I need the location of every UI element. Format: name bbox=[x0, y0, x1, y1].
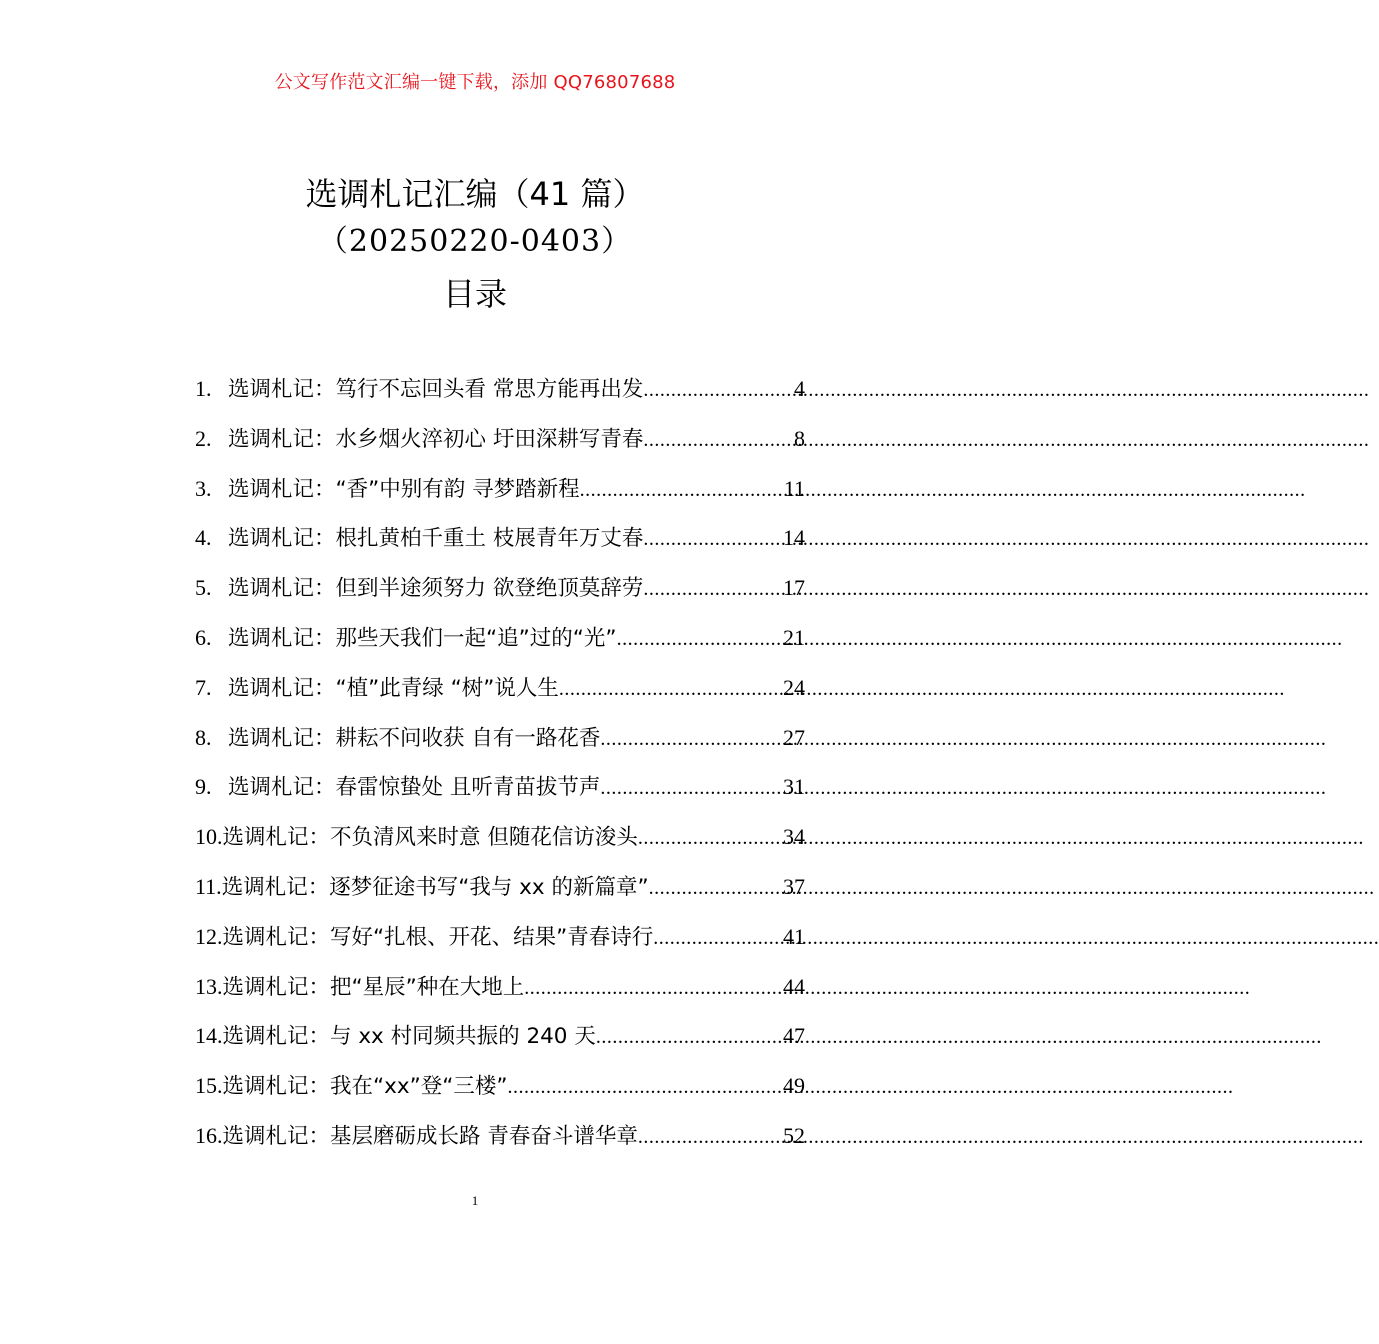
toc-item[interactable] bbox=[195, 820, 805, 870]
toc-leader-dots bbox=[643, 528, 783, 551]
toc-leader-dots bbox=[617, 628, 783, 651]
toc-leader-dots bbox=[596, 1026, 783, 1049]
toc-item[interactable] bbox=[195, 721, 805, 771]
toc-item-title: 选调札记：那些天我们一起“追”过的“光” bbox=[228, 625, 617, 651]
toc-item-number: 15. bbox=[195, 1073, 223, 1099]
toc-item-number: 5. bbox=[195, 575, 212, 601]
toc-item-title: 选调札记：水乡烟火淬初心 圩田深耕写青春 bbox=[228, 426, 644, 452]
toc-item[interactable] bbox=[195, 770, 805, 820]
document-title-block bbox=[0, 170, 950, 318]
toc-item[interactable] bbox=[195, 1119, 805, 1169]
toc-item[interactable] bbox=[195, 621, 805, 671]
toc-item-title: 选调札记：与 xx 村同频共振的 240 天 bbox=[222, 1024, 596, 1050]
toc-leader-dots bbox=[649, 877, 783, 900]
page-number: 1 bbox=[471, 1193, 479, 1208]
toc-leader-dots bbox=[643, 379, 794, 402]
toc-heading: 目录 bbox=[442, 275, 507, 313]
toc-leader-dots bbox=[600, 728, 783, 751]
toc-item-page: 31 bbox=[783, 774, 805, 800]
toc-item[interactable] bbox=[195, 920, 805, 970]
toc-item-title: 选调札记：“香”中别有韵 寻梦踏新程 bbox=[228, 476, 580, 502]
toc-item-page: 41 bbox=[783, 923, 805, 949]
toc-item[interactable] bbox=[195, 422, 805, 472]
toc-item-page: 17 bbox=[783, 575, 805, 601]
toc-item-title: 选调札记：基层磨砺成长路 青春奋斗谱华章 bbox=[222, 1123, 638, 1149]
toc-item-page: 21 bbox=[783, 624, 805, 650]
toc-item-title: 选调札记：春雷惊蛰处 且听青苗拔节声 bbox=[228, 775, 601, 801]
toc-item-title: 选调札记：我在“xx”登“三楼” bbox=[222, 1074, 508, 1100]
toc-item-page: 49 bbox=[783, 1073, 805, 1099]
toc-item-page: 24 bbox=[783, 674, 805, 700]
toc-item-number: 14. bbox=[195, 1023, 223, 1049]
toc-leader-dots bbox=[643, 429, 794, 452]
toc-item[interactable] bbox=[195, 521, 805, 571]
toc-item-title: 选调札记：不负清风来时意 但随花信访浚头 bbox=[222, 825, 638, 851]
document-date-range: （20250220-0403） bbox=[317, 224, 633, 259]
toc-item-page: 47 bbox=[783, 1023, 805, 1049]
toc-item-page: 8 bbox=[794, 425, 805, 451]
toc-leader-dots bbox=[638, 1126, 783, 1149]
toc-item-number: 12. bbox=[195, 923, 223, 949]
toc-item[interactable] bbox=[195, 571, 805, 621]
toc-leader-dots bbox=[559, 678, 783, 701]
toc-item-title: 选调札记：把“星辰”种在大地上 bbox=[222, 974, 525, 1000]
toc-leader-dots bbox=[508, 1076, 783, 1099]
toc-leader-dots bbox=[580, 479, 784, 502]
toc-item[interactable] bbox=[195, 1069, 805, 1119]
toc-item[interactable] bbox=[195, 372, 805, 422]
toc-item-number: 9. bbox=[195, 774, 212, 800]
toc-item-title: 选调札记：逐梦征途书写“我与 xx 的新篇章” bbox=[221, 874, 649, 900]
toc-item-page: 34 bbox=[783, 824, 805, 850]
toc-item-page: 44 bbox=[783, 973, 805, 999]
toc-item-page: 52 bbox=[783, 1122, 805, 1148]
table-of-contents bbox=[195, 372, 805, 1169]
toc-item-number: 10. bbox=[195, 824, 223, 850]
toc-item[interactable] bbox=[195, 1019, 805, 1069]
toc-item-page: 4 bbox=[794, 376, 805, 401]
toc-item-number: 8. bbox=[195, 724, 212, 750]
toc-item[interactable] bbox=[195, 970, 805, 1020]
toc-item-number: 16. bbox=[195, 1122, 223, 1148]
toc-item-page: 37 bbox=[783, 873, 805, 899]
toc-item-page: 27 bbox=[783, 724, 805, 750]
toc-item-title: 选调札记：但到半途须努力 欲登绝顶莫辞劳 bbox=[228, 576, 644, 602]
toc-item[interactable] bbox=[195, 870, 805, 920]
toc-item-title: 选调札记：“植”此青绿 “树”说人生 bbox=[228, 675, 559, 701]
toc-leader-dots bbox=[638, 827, 783, 850]
toc-item-title: 选调札记：笃行不忘回头看 常思方能再出发 bbox=[228, 377, 644, 402]
toc-item-page: 14 bbox=[783, 525, 805, 551]
toc-item-number: 3. bbox=[195, 475, 212, 501]
toc-item[interactable] bbox=[195, 472, 805, 522]
toc-leader-dots bbox=[653, 927, 783, 950]
toc-leader-dots bbox=[600, 777, 783, 800]
toc-leader-dots bbox=[524, 977, 783, 1000]
toc-item-number: 1. bbox=[195, 376, 212, 401]
toc-item-page: 11 bbox=[783, 475, 805, 501]
document-title: 选调札记汇编（41 篇） bbox=[305, 175, 645, 213]
watermark-text: 公文写作范文汇编一键下载，添加 QQ76807688 bbox=[274, 72, 676, 93]
toc-item-title: 选调札记：根扎黄柏千重土 枝展青年万丈春 bbox=[228, 526, 644, 552]
toc-item-number: 7. bbox=[195, 674, 212, 700]
toc-item-number: 4. bbox=[195, 525, 212, 551]
toc-item-title: 选调札记：耕耘不问收获 自有一路花香 bbox=[228, 725, 601, 751]
toc-item-number: 11. bbox=[195, 873, 222, 899]
toc-item-number: 2. bbox=[195, 425, 212, 451]
toc-item-number: 6. bbox=[195, 624, 212, 650]
toc-item[interactable] bbox=[195, 671, 805, 721]
toc-item-title: 选调札记：写好“扎根、开花、结果”青春诗行 bbox=[222, 924, 654, 950]
toc-leader-dots bbox=[643, 578, 783, 601]
toc-item-number: 13. bbox=[195, 973, 223, 999]
